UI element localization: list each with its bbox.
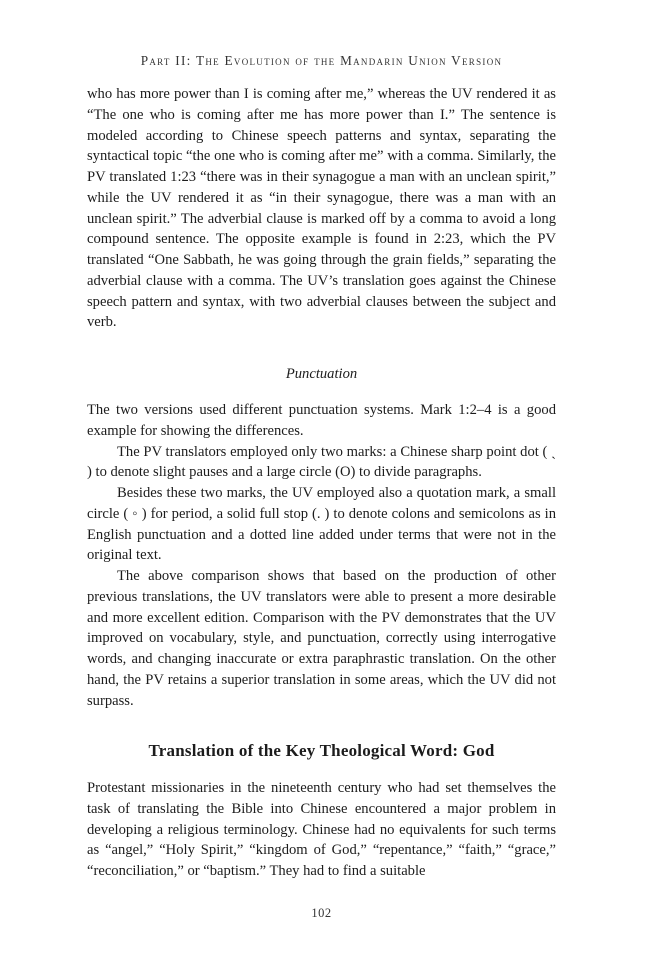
book-page [87, 0, 556, 972]
subheading-punctuation: Punctuation [285, 366, 358, 382]
paragraph: Protestant missionaries in the nineteenth century who had set themselves the task of translating the Bible into Chinese encountered a major problem in developing a religious terminology. Chinese had no equivalents for such terms as “angel,” “Holy Spirit,” “kingdom of God,” “repentance,” “faith,” “grace,” “reconciliation,” or “baptism.” They had to find a suitable [87, 780, 556, 879]
body-block-top [87, 84, 556, 333]
body-block-god [87, 778, 556, 882]
body-block-punctuation [87, 400, 556, 711]
paragraph: The PV translators employed only two marks: a Chinese sharp point dot ( ˎ ) to denote slight pauses and a large circle (O) to divide paragraphs. [87, 443, 556, 481]
section-heading: Translation of the Key Theological Word: God [148, 741, 495, 760]
page-number: 102 [311, 906, 332, 920]
paragraph: who has more power than I is coming after me,” whereas the UV rendered it as “The one who is coming after me has more power than I.” The sentence is modeled according to Chinese speech patterns and syntax, separating the syntactical topic “the one who is coming after me” with a comma. Similarly, the PV translated 1:23 “there was in their synagogue a man with an unclean spirit,” while the UV rendered it as “in their synagogue, there was a man with an unclean spirit.” The adverbial clause is marked off by a comma to avoid a long compound sentence. The opposite example is found in 2:23, which the PV translated “One Sabbath, he was going through the grain fields,” separating the adverbial clause with a comma. The UV’s translation goes against the Chinese speech pattern and syntax, with two adverbial clauses between the subject and verb. [87, 86, 556, 331]
paragraph: The two versions used different punctuation systems. Mark 1:2–4 is a good example for showing the differences. [87, 402, 556, 439]
paragraph: Besides these two marks, the UV employed also a quotation mark, a small circle ( ◦ ) for period, a solid full stop (. ) to denote colons and semicolons as in English punctuation and a dotted line added under terms that were not in the original text. [87, 485, 556, 564]
running-head: Part II: The Evolution of the Mandarin Union Version [140, 53, 503, 68]
paragraph: The above comparison shows that based on the production of other previous translations, the UV translators were able to present a more desirable and more excellent edition. Comparison with the PV demonstrates that the UV improved on vocabulary, style, and punctuation, correctly using interrogative words, and changing inaccurate or extra paraphrastic translation. On the other hand, the PV retains a superior translation in some areas, which the UV did not surpass. [87, 568, 556, 709]
